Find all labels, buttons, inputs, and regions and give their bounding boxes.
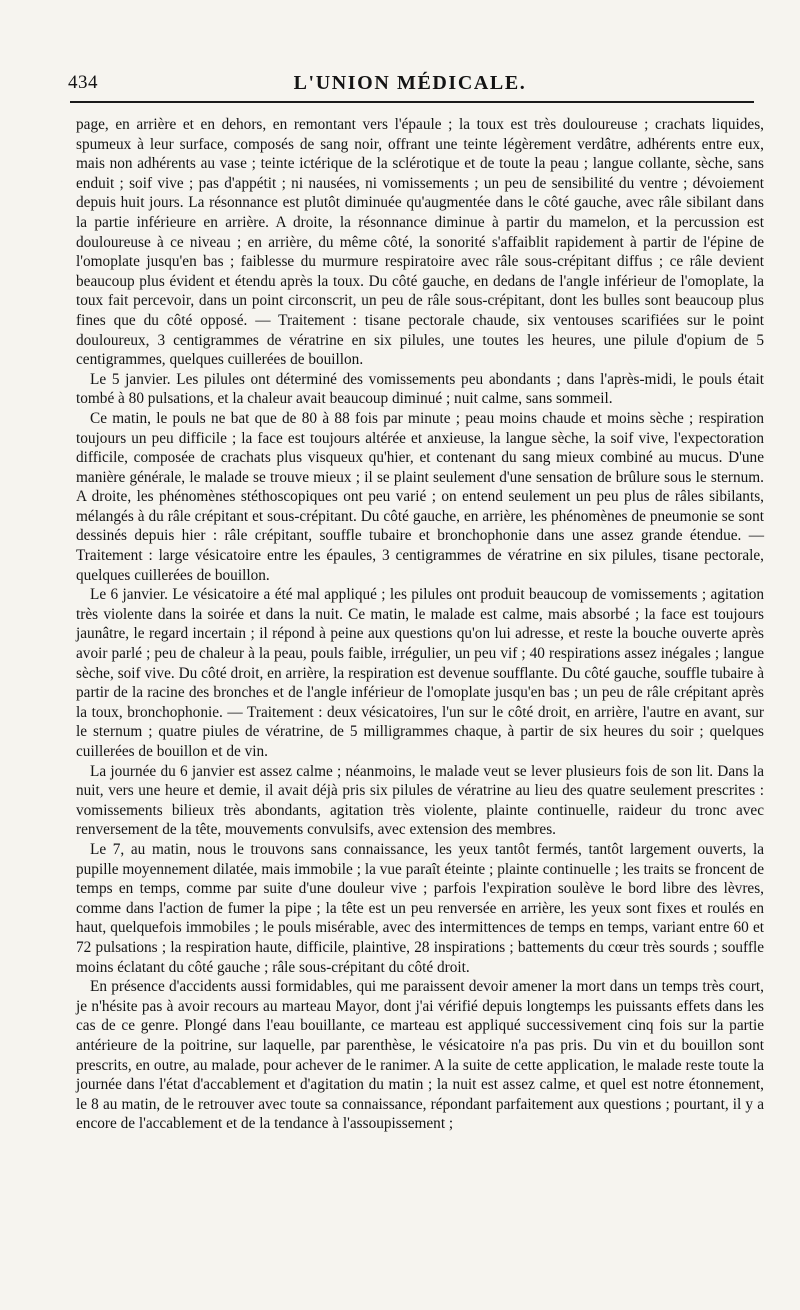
page-header xyxy=(68,66,752,100)
paragraph: page, en arrière et en dehors, en remontant vers l'épaule ; la toux est très douloureuse ; crachats liquides, spumeux à leur surface, composés de sang noir, offrant une teinte légèrement verdâtre, adhérents entre eux, mais non adhérents au vase ; teinte ictérique de la sclérotique et de toute la peau ; langue collante, sèche, sans enduit ; soif vive ; pas d'appétit ; ni nausées, ni vomissements ; un peu de sensibilité du ventre ; dévoiement depuis huit jours. La résonnance est plutôt diminuée qu'augmentée dans le côté gauche, avec râle sibilant dans la partie inférieure en arrière. A droite, la résonnance diminue à partir du mamelon, et la percussion est douloureuse à ce niveau ; en arrière, du même côté, la sonorité s'affaiblit rapidement à partir de l'épine de l'omoplate jusqu'en bas ; faiblesse du murmure respiratoire avec râle sous-crépitant diffus ; ce râle devient beaucoup plus évident et étendu après la toux. Du côté gauche, en dedans de l'angle inférieur de l'omoplate, la toux fait percevoir, dans un point circonscrit, un peu de râle sous-crépitant, dont les bulles sont beaucoup plus fines que du côté opposé. — Traitement : tisane pectorale chaude, six ventouses scarifiées sur le point douloureux, 3 centigrammes de vératrine en six pilules, une toutes les heures, une pilule d'opium de 5 centigrammes, quelques cuillerées de bouillon. xyxy=(76,116,764,369)
running-title: L'UNION MÉDICALE. xyxy=(293,72,527,94)
page-number: 434 xyxy=(68,72,98,93)
paragraph: Le 6 janvier. Le vésicatoire a été mal appliqué ; les pilules ont produit beaucoup de vomissements ; agitation très violente dans la soirée et dans la nuit. Ce matin, le malade est calme, mais absorbé ; la face est toujours jaunâtre, le regard incertain ; il répond à peine aux questions qu'on lui adresse, et reste la bouche ouverte après avoir parlé ; peu de chaleur à la peau, pouls faible, irrégulier, un peu vif ; 40 respirations assez inégales ; langue sèche, soif vive. Du côté droit, en arrière, la respiration est devenue soufflante. Du côté gauche, souffle tubaire à partir de la racine des bronches et de l'angle inférieur de l'omoplate jusqu'en bas ; un peu de râle crépitant après la toux, bronchophonie. — Traitement : deux vésicatoires, l'un sur le côté droit, en arrière, l'autre en avant, sur le sternum ; quatre piules de vératrine, de 5 milligrammes chaque, à partir de six heures du soir ; quelques cuillerées de bouillon et de vin. xyxy=(76,586,764,760)
paragraph: En présence d'accidents aussi formidables, qui me paraissent devoir amener la mort dans un temps très court, je n'hésite pas à avoir recours au marteau Mayor, dont j'ai vérifié depuis longtemps les puissants effets dans les cas de ce genre. Plongé dans l'eau bouillante, ce marteau est appliqué successivement cinq fois sur la partie antérieure de la poitrine, sur laquelle, par parenthèse, le vésicatoire n'a pas pris. Du vin et du bouillon sont prescrits, en outre, au malade, pour achever de le ranimer. A la suite de cette application, le malade reste toute la journée dans l'état d'accablement et d'agitation du matin ; la nuit est assez calme, et quel est notre étonnement, le 8 au matin, de le retrouver avec toute sa connaissance, répondant parfaitement aux questions ; pourtant, il y a encore de l'accablement et de la tendance à l'assoupissement ; xyxy=(76,978,764,1133)
header-rule xyxy=(70,101,754,103)
paragraph: Ce matin, le pouls ne bat que de 80 à 88 fois par minute ; peau moins chaude et moins sèche ; respiration toujours un peu difficile ; la face est toujours altérée et anxieuse, la langue sèche, la soif vive, l'expectoration difficile, composée de crachats plus visqueux qu'hier, et contenant du sang mieux combiné au mucus. D'une manière générale, le malade se trouve mieux ; il se plaint seulement d'une sensation de brûlure sous le sternum. A droite, les phénomènes stéthoscopiques ont peu varié ; on entend seulement un peu plus de râles sibilants, mélangés à du râle crépitant et sous-crépitant. Du côté gauche, en arrière, les phénomènes de pneumonie se sont dessinés depuis hier : râle crépitant, souffle tubaire et bronchophonie dans une assez grande étendue. — Traitement : large vésicatoire entre les épaules, 3 centigrammes de vératrine en six pilules, tisane pectorale, quelques cuillerées de bouillon. xyxy=(76,409,764,584)
paragraph: La journée du 6 janvier est assez calme ; néanmoins, le malade veut se lever plusieurs fois de son lit. Dans la nuit, vers une heure et demie, il avait déjà pris six pilules de vératrine au lieu des quatre seulement prescrites : vomissements bilieux très abondants, agitation très violente, plainte continuelle, raideur du tronc avec renversement de la tête, mouvements convulsifs, avec extension des membres. xyxy=(76,762,764,839)
paragraph: Le 5 janvier. Les pilules ont déterminé des vomissements peu abondants ; dans l'après-midi, le pouls était tombé à 80 pulsations, et la chaleur avait beaucoup diminué ; nuit calme, sans sommeil. xyxy=(76,370,764,408)
body-text xyxy=(76,115,764,1134)
paragraph: Le 7, au matin, nous le trouvons sans connaissance, les yeux tantôt fermés, tantôt largement ouverts, la pupille moyennement dilatée, mais immobile ; la vue paraît éteinte ; plainte continuelle ; les traits se froncent de temps en temps, comme par suite d'une douleur vive ; parfois l'expiration soulève le bord libre des lèvres, comme dans l'action de fumer la pipe ; la tête est un peu renversée en arrière, les yeux sont fixes et roulés en haut, quelquefois immobiles ; le pouls misérable, avec des intermittences de temps en temps, variant entre 60 et 72 pulsations ; la respiration haute, difficile, plaintive, 28 inspirations ; battements du cœur très sourds ; souffle moins éclatant du côté gauche ; râle sous-crépitant du côté droit. xyxy=(76,840,764,976)
